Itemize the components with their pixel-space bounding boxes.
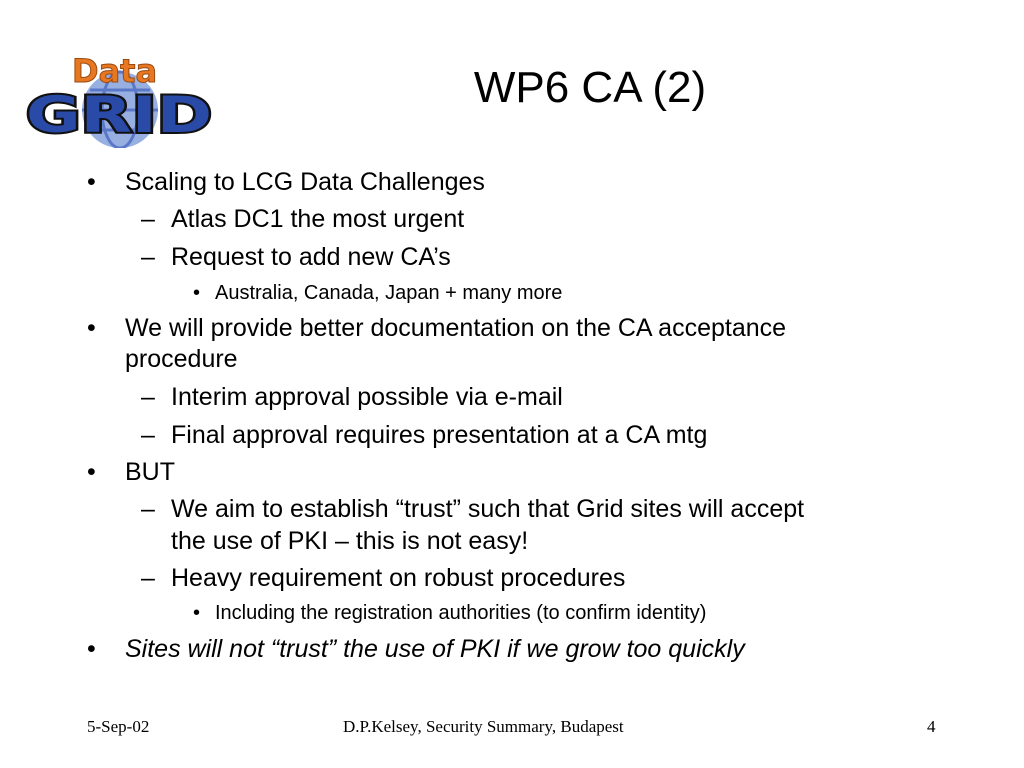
bullet-marker: • bbox=[193, 602, 201, 624]
sub-bullet-text: Interim approval possible via e-mail bbox=[171, 383, 563, 411]
bullet-text-continuation: procedure bbox=[125, 345, 238, 373]
sub-bullet-text-continuation: the use of PKI – this is not easy! bbox=[171, 527, 529, 555]
sub-sub-bullet-text: Including the registration authorities (to confirm identity) bbox=[215, 602, 707, 624]
dash-marker: – bbox=[141, 421, 155, 449]
footer-date: 5-Sep-02 bbox=[87, 717, 150, 736]
bullet-marker: • bbox=[87, 458, 96, 486]
dash-marker: – bbox=[141, 243, 155, 271]
logo-grid-word: GRID bbox=[26, 86, 212, 144]
dash-marker: – bbox=[141, 495, 155, 523]
bullet-text: BUT bbox=[125, 458, 175, 486]
dash-marker: – bbox=[141, 383, 155, 411]
sub-bullet-text: Atlas DC1 the most urgent bbox=[171, 205, 465, 233]
bullet-text: Scaling to LCG Data Challenges bbox=[125, 168, 485, 196]
logo-data-word: Data bbox=[72, 52, 158, 90]
dash-marker: – bbox=[141, 205, 155, 233]
footer-center: D.P.Kelsey, Security Summary, Budapest bbox=[343, 717, 624, 736]
sub-sub-bullet-text: Australia, Canada, Japan + many more bbox=[215, 282, 563, 304]
footer-page-number: 4 bbox=[927, 717, 936, 736]
sub-bullet-text: Final approval requires presentation at a CA mtg bbox=[171, 421, 708, 449]
sub-bullet-text: Request to add new CA’s bbox=[171, 243, 451, 271]
bullet-marker: • bbox=[87, 635, 96, 663]
bullet-marker: • bbox=[87, 168, 96, 196]
dash-marker: – bbox=[141, 564, 155, 592]
bullet-text: We will provide better documentation on the CA acceptance bbox=[125, 314, 787, 342]
slide-title: WP6 CA (2) bbox=[473, 63, 707, 112]
sub-bullet-text: Heavy requirement on robust procedures bbox=[171, 564, 626, 592]
bullet-text-emphasis: Sites will not “trust” the use of PKI if we grow too quickly bbox=[125, 635, 745, 663]
bullet-marker: • bbox=[193, 282, 201, 304]
bullet-marker: • bbox=[87, 314, 96, 342]
sub-bullet-text: We aim to establish “trust” such that Grid sites will accept bbox=[171, 495, 805, 523]
